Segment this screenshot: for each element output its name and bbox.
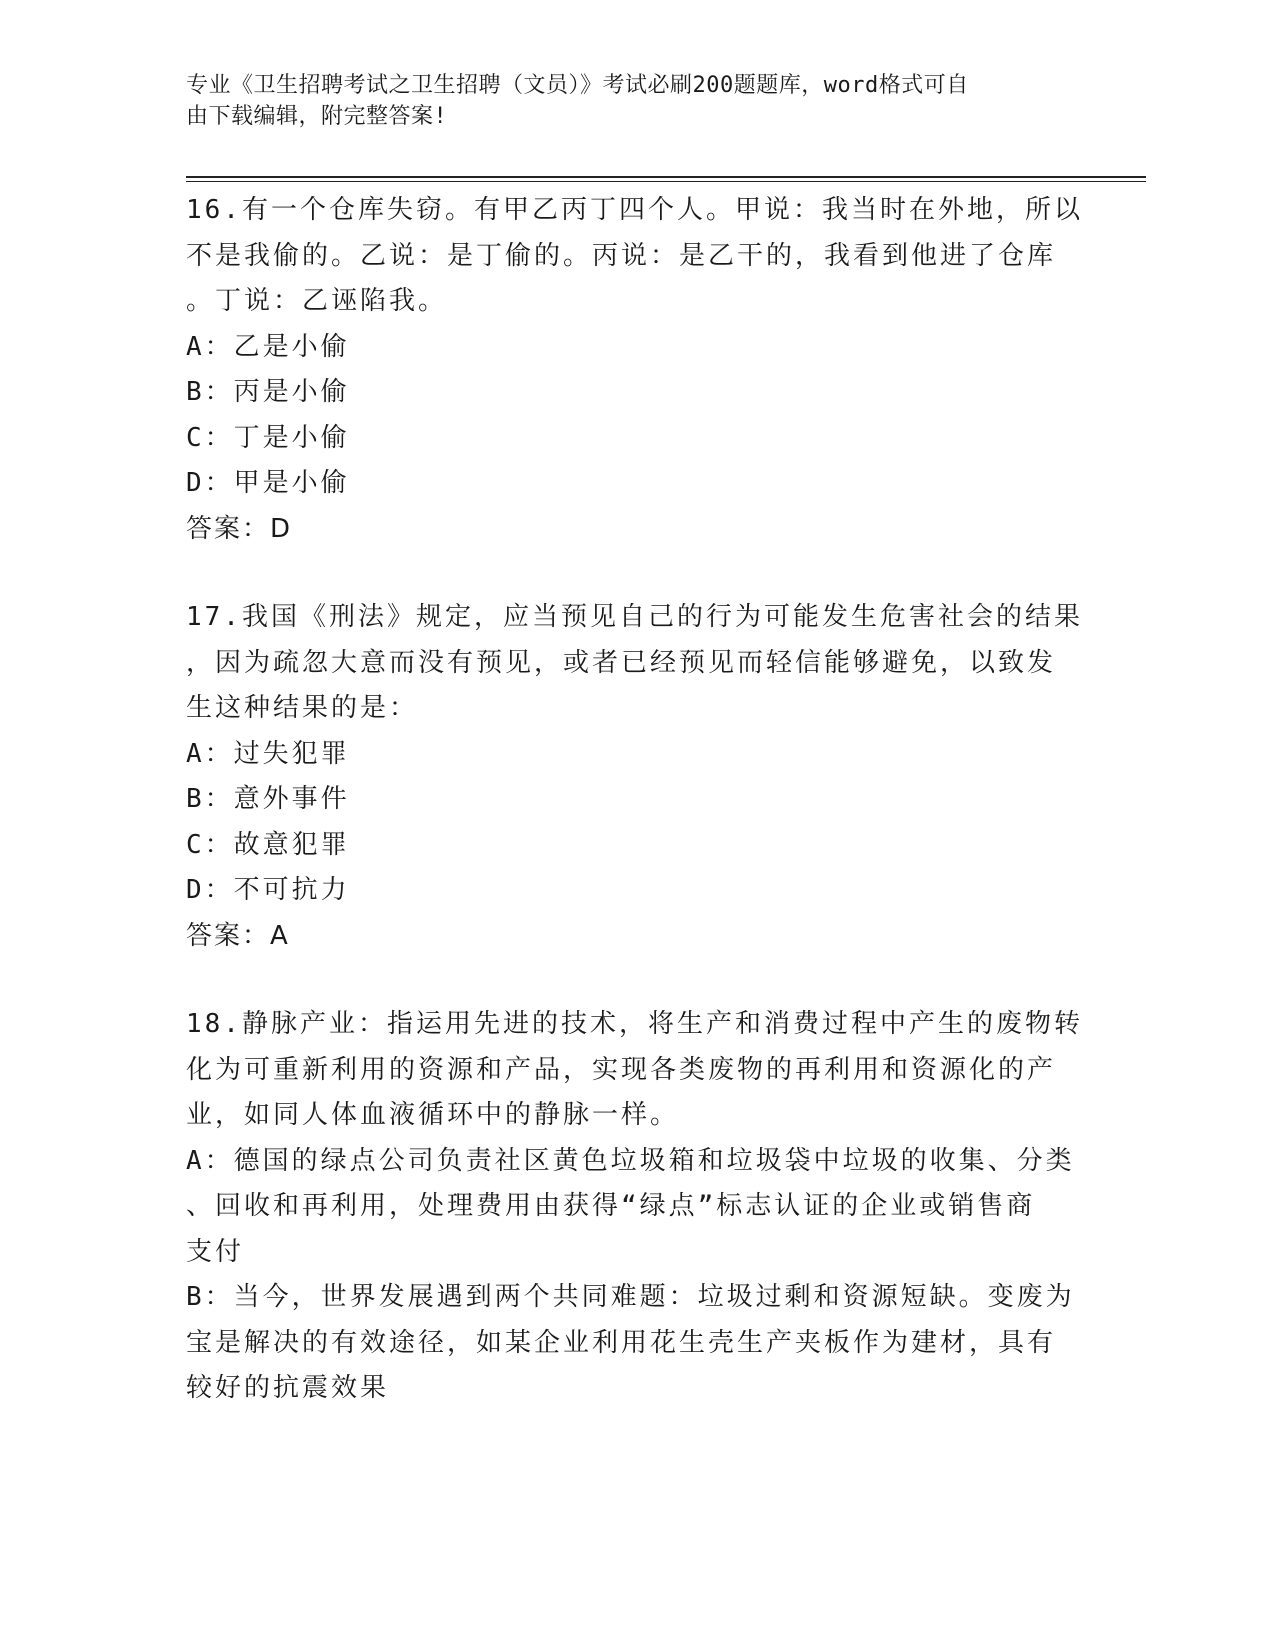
- question-stem: 16.有一个仓库失窃。有甲乙丙丁四个人。甲说：我当时在外地，所以 不是我偷的。乙说：是丁偷的。丙说：是乙干的，我看到他进了仓库 。丁说：乙诬陷我。: [186, 195, 1083, 316]
- option-a: A：德国的绿点公司负责社区黄色垃圾箱和垃圾袋中垃圾的收集、分类 、回收和再利用，处理费用由获得“绿点”标志认证的企业或销售商 支付: [186, 1145, 1075, 1267]
- option-a: A：乙是小偷: [186, 331, 350, 362]
- answer-line: 答案：D: [186, 513, 293, 544]
- question-18: [186, 1002, 1086, 1412]
- question-stem: 18.静脉产业：指运用先进的技术，将生产和消费过程中产生的废物转 化为可重新利用的资源和产品，实现各类废物的再利用和资源化的产 业，如同人体血液循环中的静脉一样。: [186, 1009, 1083, 1130]
- option-c: C：丁是小偷: [186, 422, 350, 453]
- option-list: [186, 325, 1086, 507]
- option-b: B：意外事件: [186, 784, 350, 814]
- option-a: A：过失犯罪: [186, 738, 350, 769]
- option-list: [186, 732, 1086, 914]
- document-header: 专业《卫生招聘考试之卫生招聘（文员）》考试必刷200题题库，word格式可自 由下载编辑，附完整答案!: [186, 73, 969, 129]
- question-16: [186, 188, 1086, 552]
- option-list: [186, 1139, 1086, 1412]
- header-rule-thick: [186, 176, 1146, 178]
- question-stem: 17.我国《刑法》规定，应当预见自己的行为可能发生危害社会的结果 ，因为疏忽大意而没有预见，或者已经预见而轻信能够避免，以致发 生这种结果的是：: [186, 602, 1083, 723]
- option-b: B：丙是小偷: [186, 377, 350, 407]
- question-list: [186, 188, 1086, 1412]
- answer-line: 答案：A: [186, 920, 290, 951]
- option-d: D：不可抗力: [186, 875, 350, 905]
- question-17: [186, 595, 1086, 959]
- header-rule-thin: [186, 181, 1146, 182]
- option-c: C：故意犯罪: [186, 829, 350, 860]
- option-b: B：当今，世界发展遇到两个共同难题：垃圾过剩和资源短缺。变废为 宝是解决的有效途径，如某企业利用花生壳生产夹板作为建材，具有 较好的抗震效果: [186, 1282, 1075, 1403]
- option-d: D：甲是小偷: [186, 468, 350, 498]
